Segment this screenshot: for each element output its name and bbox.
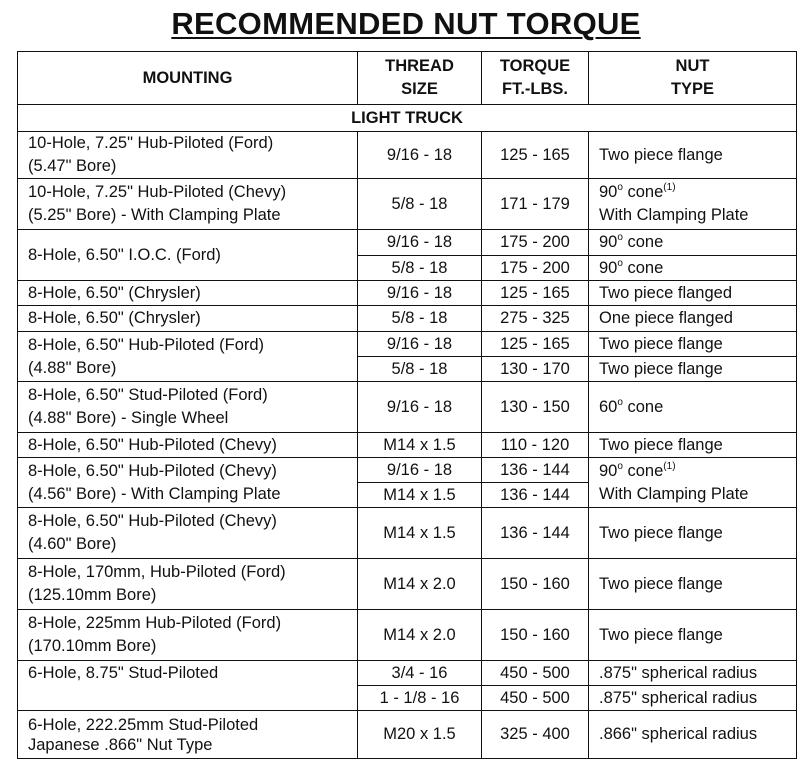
table-row <box>18 610 797 661</box>
table-row <box>18 661 797 686</box>
thread-cell: 9/16 - 18 <box>358 332 482 357</box>
torque-cell: 125 - 165 <box>482 132 589 179</box>
nut-cell: 60$^o$ cone <box>589 382 797 433</box>
torque-cell: 136 - 144 <box>482 508 589 559</box>
mounting-cell: 8-Hole, 170mm, Hub-Piloted (Ford) (125.10mm Bore) <box>18 559 358 610</box>
nut-cell: 90$^o$ cone$^{(1)}$ With Clamping Plate <box>589 458 797 508</box>
nut-cell: .866" spherical radius <box>589 711 797 759</box>
mounting-cell: 8-Hole, 6.50" (Chrysler) <box>18 281 358 306</box>
thread-cell: 1 - 1/8 - 16 <box>358 686 482 711</box>
torque-table <box>17 51 797 759</box>
torque-cell: 125 - 165 <box>482 332 589 357</box>
torque-cell: 136 - 144 <box>482 483 589 508</box>
thread-cell: 9/16 - 18 <box>358 458 482 483</box>
table-row <box>18 179 797 230</box>
mounting-cell: 10-Hole, 7.25" Hub-Piloted (Ford) (5.47" Bore) <box>18 132 358 179</box>
mounting-cell: 8-Hole, 6.50" I.O.C. (Ford) <box>18 230 358 281</box>
torque-cell: 275 - 325 <box>482 306 589 332</box>
thread-cell: M14 x 2.0 <box>358 559 482 610</box>
thread-cell: 9/16 - 18 <box>358 382 482 433</box>
nut-cell: Two piece flange <box>589 559 797 610</box>
thread-cell: M14 x 2.0 <box>358 610 482 661</box>
mounting-cell: 8-Hole, 6.50" Hub-Piloted (Chevy) (4.56" Bore) - With Clamping Plate <box>18 458 358 508</box>
torque-cell: 175 - 200 <box>482 256 589 281</box>
nut-cell: 90$^o$ cone <box>589 230 797 256</box>
nut-cell: One piece flanged <box>589 306 797 332</box>
thread-cell: 5/8 - 18 <box>358 357 482 382</box>
mounting-cell: 8-Hole, 6.50" Hub-Piloted (Ford) (4.88" Bore) <box>18 332 358 382</box>
thread-cell: M20 x 1.5 <box>358 711 482 759</box>
thread-cell: 3/4 - 16 <box>358 661 482 686</box>
thread-cell: 5/8 - 18 <box>358 306 482 332</box>
nut-cell: Two piece flange <box>589 332 797 357</box>
header-nut-type: NUT TYPE <box>589 52 797 105</box>
table-row <box>18 382 797 433</box>
thread-cell: M14 x 1.5 <box>358 483 482 508</box>
table-row <box>18 711 797 759</box>
header-torque: TORQUE FT.-LBS. <box>482 52 589 105</box>
torque-cell: 150 - 160 <box>482 610 589 661</box>
torque-cell: 130 - 170 <box>482 357 589 382</box>
header-mounting: MOUNTING <box>18 52 358 105</box>
header-row <box>18 52 797 105</box>
nut-cell: Two piece flange <box>589 132 797 179</box>
table-row <box>18 332 797 357</box>
torque-cell: 130 - 150 <box>482 382 589 433</box>
torque-cell: 325 - 400 <box>482 711 589 759</box>
nut-cell: 90$^o$ cone$^{(1)}$ With Clamping Plate <box>589 179 797 230</box>
table-row <box>18 508 797 559</box>
torque-cell: 125 - 165 <box>482 281 589 306</box>
nut-cell: Two piece flange <box>589 433 797 458</box>
section-light-truck: LIGHT TRUCK <box>18 105 797 132</box>
thread-cell: 5/8 - 18 <box>358 179 482 230</box>
mounting-cell: 8-Hole, 6.50" Hub-Piloted (Chevy) (4.60" Bore) <box>18 508 358 559</box>
mounting-cell: 8-Hole, 225mm Hub-Piloted (Ford) (170.10mm Bore) <box>18 610 358 661</box>
mounting-cell: 8-Hole, 6.50" Stud-Piloted (Ford) (4.88" Bore) - Single Wheel <box>18 382 358 433</box>
nut-cell: Two piece flange <box>589 357 797 382</box>
nut-cell: Two piece flange <box>589 610 797 661</box>
table-row <box>18 559 797 610</box>
torque-cell: 175 - 200 <box>482 230 589 256</box>
table-row <box>18 132 797 179</box>
torque-cell: 450 - 500 <box>482 661 589 686</box>
thread-cell: 9/16 - 18 <box>358 132 482 179</box>
table-row <box>18 230 797 256</box>
nut-cell: Two piece flanged <box>589 281 797 306</box>
table-row <box>18 306 797 332</box>
thread-cell: 9/16 - 18 <box>358 281 482 306</box>
thread-cell: 9/16 - 18 <box>358 230 482 256</box>
torque-cell: 110 - 120 <box>482 433 589 458</box>
nut-cell: .875" spherical radius <box>589 686 797 711</box>
mounting-cell: 10-Hole, 7.25" Hub-Piloted (Chevy) (5.25" Bore) - With Clamping Plate <box>18 179 358 230</box>
table-row <box>18 433 797 458</box>
page-title: RECOMMENDED NUT TORQUE <box>171 6 641 41</box>
mounting-cell: 6-Hole, 8.75" Stud-Piloted <box>18 661 358 711</box>
thread-cell: 5/8 - 18 <box>358 256 482 281</box>
header-thread-size: THREAD SIZE <box>358 52 482 105</box>
nut-cell: 90$^o$ cone <box>589 256 797 281</box>
mounting-cell: 8-Hole, 6.50" Hub-Piloted (Chevy) <box>18 433 358 458</box>
thread-cell: M14 x 1.5 <box>358 508 482 559</box>
table-row <box>18 458 797 483</box>
torque-cell: 150 - 160 <box>482 559 589 610</box>
thread-cell: M14 x 1.5 <box>358 433 482 458</box>
mounting-cell: 8-Hole, 6.50" (Chrysler) <box>18 306 358 332</box>
torque-cell: 171 - 179 <box>482 179 589 230</box>
torque-cell: 136 - 144 <box>482 458 589 483</box>
torque-cell: 450 - 500 <box>482 686 589 711</box>
mounting-cell: 6-Hole, 222.25mm Stud-Piloted Japanese .866" Nut Type <box>18 711 358 759</box>
table-row <box>18 281 797 306</box>
nut-cell: .875" spherical radius <box>589 661 797 686</box>
nut-cell: Two piece flange <box>589 508 797 559</box>
